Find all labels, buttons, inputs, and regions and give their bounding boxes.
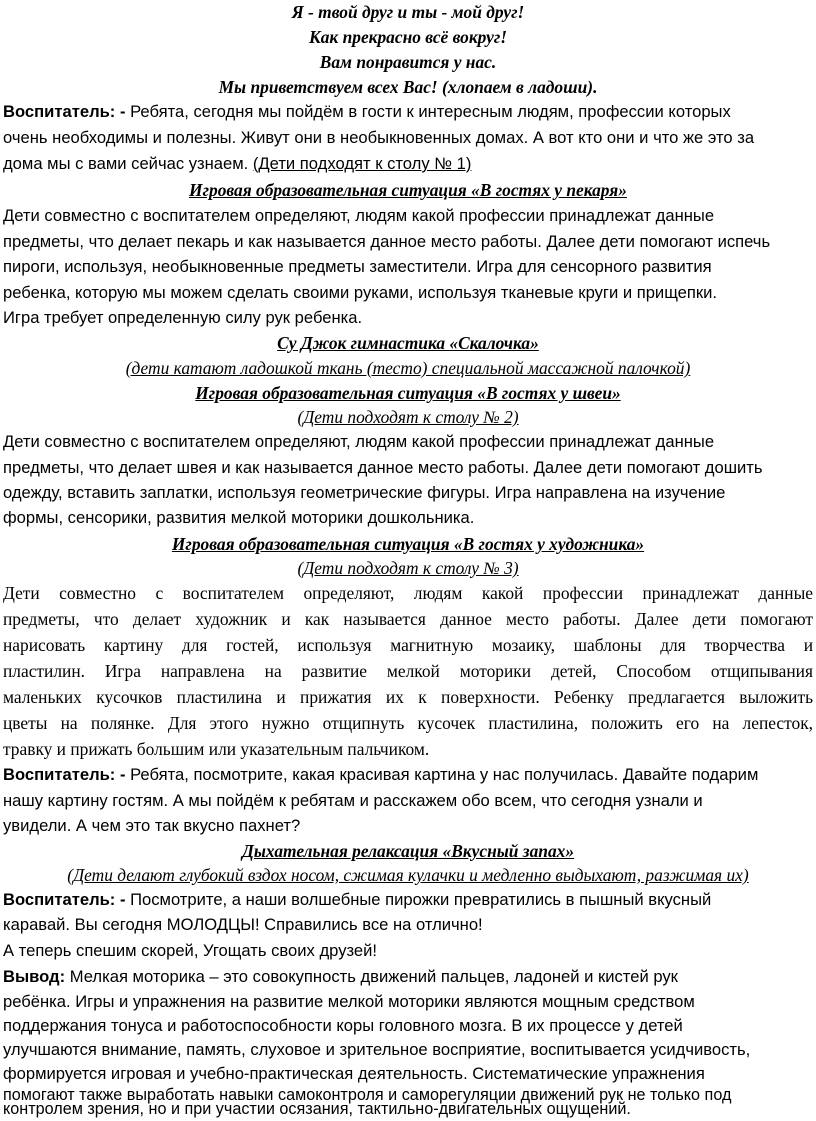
stage-direction: (дети катают ладошкой ткань (тесто) специальной массажной палочкой) bbox=[125, 358, 691, 378]
paragraph-line: увидели. А чем это так вкусно пахнет? bbox=[3, 816, 301, 835]
poem-line: Мы приветствуем всех Вас! (хлопаем в ладоши). bbox=[218, 77, 598, 97]
paragraph-line: Вывод: Мелкая моторика – это совокупность движений пальцев, ладоней и кистей рук bbox=[3, 967, 678, 986]
speaker-label: Воспитатель: - bbox=[3, 102, 126, 121]
paragraph-line: А теперь спешим скорей, Угощать своих друзей! bbox=[3, 941, 378, 960]
section-heading: Игровая образовательная ситуация «В гостях у швеи» bbox=[195, 383, 621, 403]
stage-direction: (Дети делают глубокий вздох носом, сжимая кулачки и медленно выдыхают, разжимая их) bbox=[67, 865, 749, 885]
poem-line: Я - твой друг и ты - мой друг! bbox=[291, 2, 525, 22]
poem-line: Вам понравится у нас. bbox=[319, 52, 497, 72]
section-heading: Игровая образовательная ситуация «В гостях у художника» bbox=[171, 534, 645, 554]
paragraph-line: предметы, что делает художник и как называется данное место работы. Далее дети помогают bbox=[3, 609, 813, 629]
paragraph-line: очень необходимы и полезны. Живут они в необыкновенных домах. А вот кто они и что же это за bbox=[3, 128, 755, 147]
paragraph-line: контролем зрения, но и при участии осязания, тактильно-двигательных ощущений. bbox=[3, 1100, 631, 1118]
paragraph-line: нарисовать картину для гостей, используя магнитную мозаику, шаблоны для творчества и bbox=[3, 635, 813, 655]
paragraph-line: травку и прижать большим или указательным пальчиком. bbox=[3, 739, 430, 759]
paragraph-line: маленьких кусочков пластилина и прижатия их к поверхности. Ребенку предлагается выложить bbox=[3, 687, 813, 707]
conclusion-label: Вывод: bbox=[3, 967, 66, 986]
paragraph-line: Дети совместно с воспитателем определяют, людям какой профессии принадлежат данные bbox=[3, 432, 715, 451]
paragraph-line: ребенка, которую мы можем сделать своими руками, используя тканевые круги и прищепки. bbox=[3, 283, 718, 302]
paragraph-line: ребёнка. Игры и упражнения на развитие мелкой моторики являются мощным средством bbox=[3, 992, 695, 1011]
paragraph-line: нашу картину гостям. А мы пойдём к ребятам и расскажем обо всем, что сегодня узнали и bbox=[3, 791, 703, 810]
paragraph-line: пластилин. Игра направлена на развитие мелкой моторики детей, Способом отщипывания bbox=[3, 661, 813, 681]
section-heading: Су Джок гимнастика «Скалочка» bbox=[277, 333, 539, 353]
paragraph-line: каравай. Вы сегодня МОЛОДЦЫ! Справились все на отлично! bbox=[3, 915, 483, 934]
speaker-label: Воспитатель: - bbox=[3, 890, 126, 909]
paragraph-line: одежду, вставить заплатки, используя геометрические фигуры. Игра направлена на изучение bbox=[3, 483, 726, 502]
stage-direction: (Дети подходят к столу № 1) bbox=[252, 154, 472, 173]
paragraph-line: формируется игровая и учебно-практическая деятельность. Систематические упражнения bbox=[3, 1064, 705, 1083]
paragraph-line: Игра требует определенную силу рук ребенка. bbox=[3, 308, 363, 327]
paragraph-line: поддержания тонуса и работоспособности коры головного мозга. В их процессе у детей bbox=[3, 1016, 683, 1035]
stage-direction: (Дети подходят к столу № 3) bbox=[297, 558, 519, 578]
paragraph-line: Дети совместно с воспитателем определяют, людям какой профессии принадлежат данные bbox=[3, 583, 813, 603]
section-heading: Дыхательная релаксация «Вкусный запах» bbox=[241, 841, 575, 861]
paragraph-line: Воспитатель: - Ребята, посмотрите, какая красивая картина у нас получилась. Давайте подарим bbox=[3, 765, 759, 784]
poem-line: Как прекрасно всё вокруг! bbox=[308, 27, 508, 47]
paragraph-line: помогают также выработать навыки самоконтроля и саморегуляции движений рук не только под bbox=[3, 1086, 732, 1104]
paragraph-line: предметы, что делает пекарь и как называется данное место работы. Далее дети помогают испечь bbox=[3, 232, 771, 251]
paragraph-line: формы, сенсорики, развития мелкой моторики дошкольника. bbox=[3, 508, 475, 527]
paragraph-line: Воспитатель: - Посмотрите, а наши волшебные пирожки превратились в пышный вкусный bbox=[3, 890, 712, 909]
paragraph-line: Воспитатель: - Ребята, сегодня мы пойдём в гости к интересным людям, профессии которых bbox=[3, 102, 731, 121]
paragraph-line: улучшаются внимание, память, слуховое и зрительное восприятие, воспитывается усидчивость, bbox=[3, 1040, 751, 1059]
paragraph-line: предметы, что делает швея и как называется данное место работы. Далее дети помогают дошить bbox=[3, 458, 763, 477]
section-heading: Игровая образовательная ситуация «В гостях у пекаря» bbox=[189, 180, 627, 200]
speaker-label: Воспитатель: - bbox=[3, 765, 126, 784]
paragraph-line: дома мы с вами сейчас узнаем. (Дети подходят к столу № 1) bbox=[3, 154, 472, 173]
stage-direction: (Дети подходят к столу № 2) bbox=[297, 407, 519, 427]
paragraph-line: Дети совместно с воспитателем определяют, людям какой профессии принадлежат данные bbox=[3, 206, 715, 225]
paragraph-line: цветы на полянке. Для этого нужно отщипнуть кусочек пластилина, положить его на лепесток, bbox=[3, 713, 813, 733]
paragraph-line: пироги, используя, необыкновенные предметы заместители. Игра для сенсорного развития bbox=[3, 257, 712, 276]
